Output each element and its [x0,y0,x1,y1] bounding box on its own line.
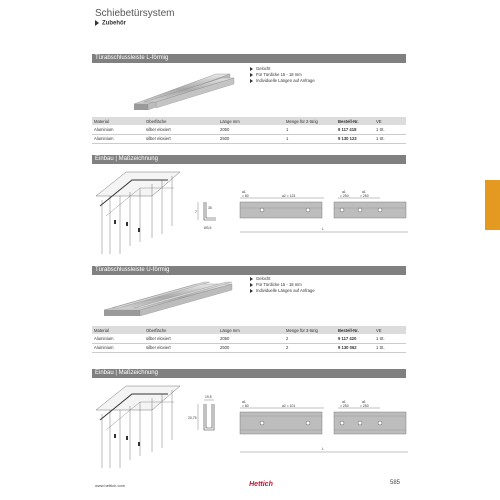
dim-label: a1 [362,190,366,194]
dim-label: = 80 [242,404,249,408]
feature-item: Für Türdicke 15 - 18 mm [250,72,315,78]
feature-item: Individuelle Längen auf Anfrage [250,78,315,84]
col-header-material: Material [92,326,144,334]
logo-text: Hettich [249,481,273,488]
triangle-bullet-icon [250,79,253,83]
features-list-u [250,276,315,294]
subtitle-text: Zubehör [102,20,126,27]
dim-label: Ø3,5 [204,226,212,230]
col-header-finish: Oberfläche [144,117,218,125]
hettich-logo [246,476,276,490]
feature-item: Gelocht [250,276,315,282]
dim-label: a1 [362,400,366,404]
dim-label: a1 [342,400,346,404]
dim-label: a2 = 101 [282,404,296,408]
col-header-finish: Oberfläche [144,326,218,334]
triangle-bullet-icon [250,283,253,287]
dim-label: = 250 [340,404,349,408]
dim-label: a1 [242,400,246,404]
dim-label: a1 [242,190,246,194]
features-list-l [250,66,315,84]
col-header-length: Länge mm [218,326,284,334]
profile-section-l [196,198,218,234]
page-title: Schiebetürsystem [95,8,175,19]
table-header-row [92,326,406,334]
triangle-bullet-icon [250,289,253,293]
dim-label: = 80 [242,194,249,198]
arrow-right-icon [95,20,99,26]
feature-item: Individuelle Längen auf Anfrage [250,288,315,294]
triangle-bullet-icon [250,67,253,71]
dim-label: L [322,447,324,451]
section-bar-install-u: Einbau | Maßzeichnung [92,369,406,378]
installation-drawing-l [96,166,180,256]
triangle-bullet-icon [250,73,253,77]
l-profile-photo [130,70,240,112]
col-header-order-no: Bestell-Nr. [336,117,374,125]
dim-label: 19,5 [205,395,212,399]
col-header-length: Länge mm [218,117,284,125]
dim-label: a1 [342,190,346,194]
section-bar-l-profile: Türabschlussleiste L-förmig [92,54,406,63]
rail-dimension-drawing-l [230,188,410,240]
page-subtitle [95,20,126,27]
spec-table-u [92,326,406,353]
col-header-material: Material [92,117,144,125]
col-header-pu: VE [374,117,406,125]
col-header-pu: VE [374,326,406,334]
chapter-tab [485,180,500,230]
table-row: Aluminium silber eloxiert 2500 1 9 130 123 1 St. [92,134,406,143]
col-header-qty: Menge für 2-türig [284,117,336,125]
table-row: Aluminium silber eloxiert 2050 2 9 117 420 1 St. [92,334,406,343]
footer-url[interactable]: www.hettich.com [95,483,126,488]
dim-label: = 250 [360,194,369,198]
table-header-row [92,117,406,125]
installation-drawing-u [96,380,180,470]
dim-label: 7 [195,210,197,214]
triangle-bullet-icon [250,277,253,281]
dim-label: 35 [208,206,212,210]
rail-dimension-drawing-u [230,398,410,458]
profile-section-u [188,395,220,438]
feature-item: Für Türdicke 15 - 18 mm [250,282,315,288]
spec-table-l [92,117,406,144]
dim-label: 20,75 [188,416,197,420]
col-header-qty: Menge für 3-türig [284,326,336,334]
page-number: 585 [390,480,401,486]
dim-label: = 250 [340,194,349,198]
table-row: Aluminium silber eloxiert 2050 1 9 117 418 1 St. [92,125,406,134]
dim-label: = 250 [360,404,369,408]
dim-label: L [322,227,324,231]
feature-item: Gelocht [250,66,315,72]
dim-label: a2 = 123 [282,194,296,198]
table-row: Aluminium silber eloxiert 2500 2 9 130 062 1 St. [92,343,406,352]
section-bar-u-profile: Türabschlussleiste U-förmig [92,266,406,275]
col-header-order-no: Bestell-Nr. [336,326,374,334]
u-profile-photo [100,280,240,320]
section-bar-install-l: Einbau | Maßzeichnung [92,155,406,164]
